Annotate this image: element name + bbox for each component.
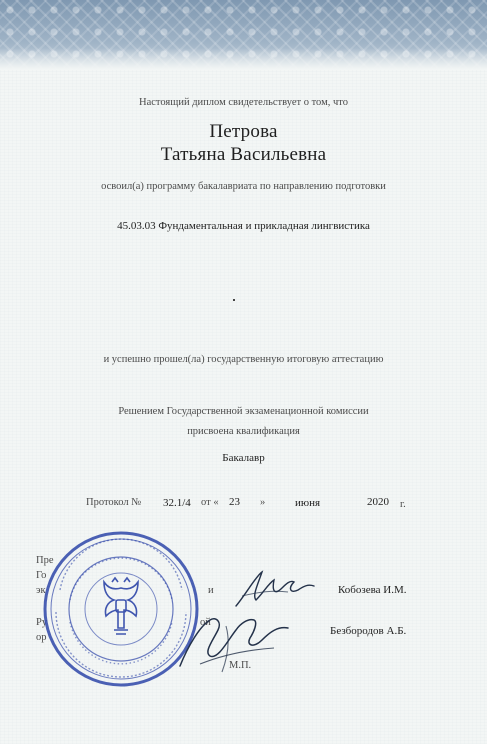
protocol-number: 32.1/4 (163, 497, 191, 509)
decorative-header-band (0, 0, 487, 70)
protocol-year-suffix: г. (400, 499, 406, 510)
protocol-close-quote: » (260, 497, 266, 508)
chair-name: Кобозева И.М. (338, 584, 407, 596)
rector-fragment-2: ор (36, 632, 47, 643)
protocol-year: 2020 (367, 496, 389, 508)
program-name: 45.03.03 Фундаментальная и прикладная лингвистика (117, 220, 370, 232)
graduate-given-names: Татьяна Васильевна (160, 144, 327, 165)
protocol-day: 23 (229, 496, 240, 508)
protocol-month: июня (295, 497, 321, 509)
qualification: Бакалавр (222, 452, 265, 464)
chair-fragment-1: Пре (36, 555, 54, 566)
chair-fragment-3: эк (36, 585, 46, 596)
attestation-text: и успешно прошел(ла) государственную итоговую аттестацию (103, 354, 384, 365)
decision-line-1: Решением Государственной экзаменационной комиссии (118, 406, 369, 417)
rector-fragment-3: ой (200, 617, 211, 628)
rector-signature-icon (170, 606, 300, 678)
dot-mark (233, 299, 235, 301)
decision-line-2: присвоена квалификация (187, 426, 300, 437)
rector-name: Безбородов А.Б. (330, 625, 407, 637)
intro-text: Настоящий диплом свидетельствует о том, что (139, 97, 348, 108)
chair-fragment-2: Го (36, 570, 47, 581)
protocol-from: от « (201, 497, 219, 508)
seal-place-mark: М.П. (229, 660, 252, 671)
graduate-surname: Петрова (209, 121, 278, 142)
chair-fragment-4: и (208, 585, 214, 596)
program-intro-text: освоил(а) программу бакалавриата по направлению подготовки (101, 181, 386, 192)
rector-fragment-1: Ру (36, 617, 48, 628)
protocol-label: Протокол № (86, 497, 142, 508)
